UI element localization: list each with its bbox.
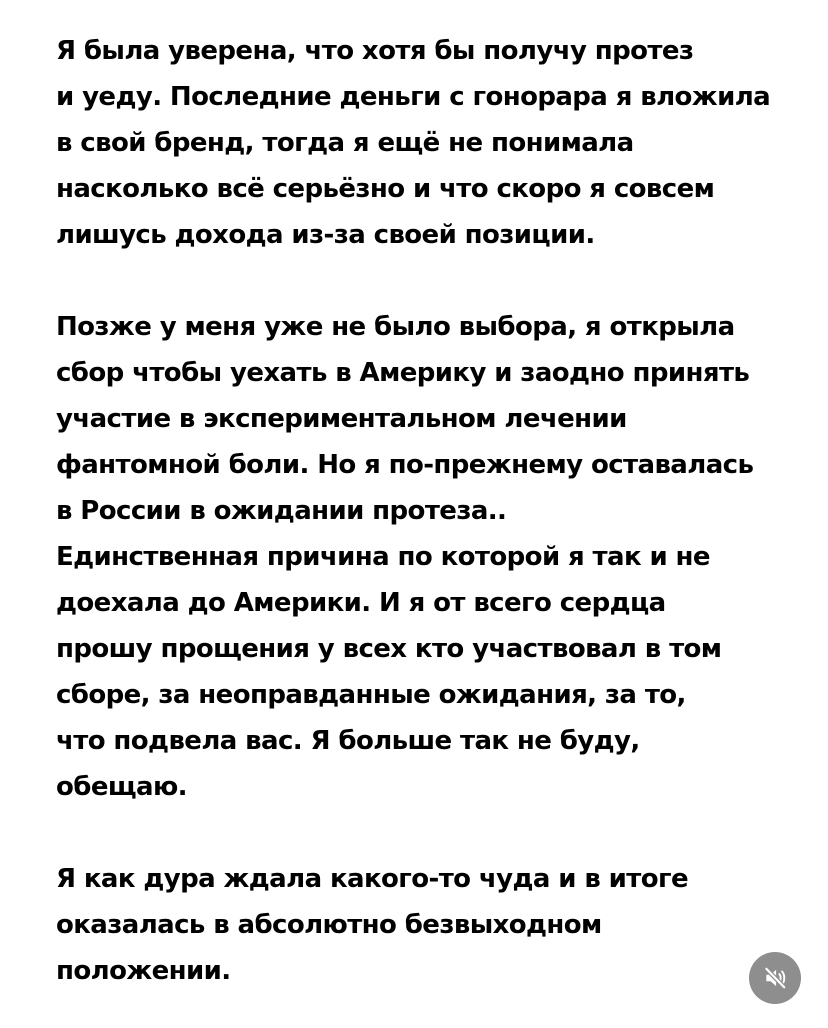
text-line: сборе, за неоправданные ожидания, за то, (56, 680, 686, 710)
text-line: фантомной боли. Но я по-прежнему оставалась (56, 450, 754, 480)
paragraph-1 (56, 28, 796, 258)
text-line: прошу прощения у всех кто участвовал в том (56, 634, 722, 664)
text-line: Позже у меня уже не было выбора, я открыла (56, 312, 735, 342)
paragraph-3 (56, 856, 796, 994)
paragraph-2 (56, 304, 796, 810)
text-line: участие в экспериментальном лечении (56, 404, 627, 434)
text-line: Я была уверена, что хотя бы получу протез (56, 36, 694, 66)
text-line: оказалась в абсолютно безвыходном (56, 910, 602, 940)
text-line: Я как дура ждала какого-то чуда и в итоге (56, 864, 689, 894)
text-line: насколько всё серьёзно и что скоро я совсем (56, 174, 715, 204)
text-line: обещаю. (56, 772, 187, 802)
paragraph-gap (56, 258, 796, 304)
text-line: сбор чтобы уехать в Америку и заодно принять (56, 358, 750, 388)
story-text (56, 28, 796, 994)
text-line: и уеду. Последние деньги с гонорара я вложила (56, 82, 771, 112)
text-line: доехала до Америки. И я от всего сердца (56, 588, 666, 618)
text-line: Единственная причина по которой я так и не (56, 542, 710, 572)
mute-button[interactable] (749, 952, 801, 1004)
text-line: положении. (56, 956, 231, 986)
paragraph-gap (56, 810, 796, 856)
text-line: лишусь дохода из-за своей позиции. (56, 220, 595, 250)
text-line: что подвела вас. Я больше так не буду, (56, 726, 640, 756)
speaker-muted-icon (762, 965, 788, 991)
text-line: в свой бренд, тогда я ещё не понимала (56, 128, 634, 158)
text-line: в России в ожидании протеза.. (56, 496, 507, 526)
